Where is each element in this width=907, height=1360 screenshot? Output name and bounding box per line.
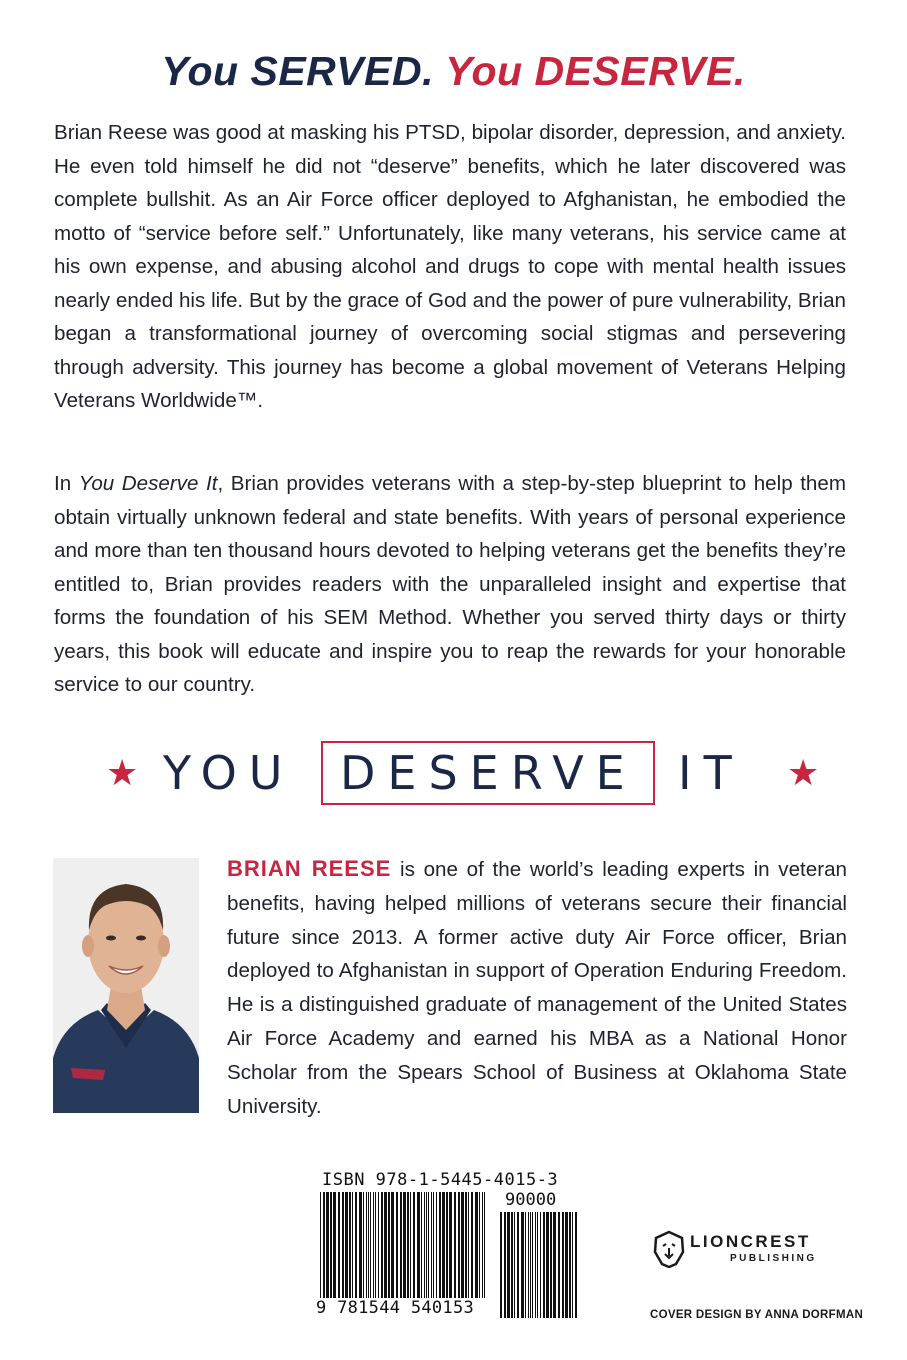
description-paragraph-1: Brian Reese was good at masking his PTSD, bipolar disorder, depression, and anxiety. He even told himself he did not “deserve” benefits, which he later discovered was complete bullshit. As an Air Force officer deployed to Afghanistan, he embodied the motto of “service before self.” Unfortunately, like many veterans, his service came at his own expense, and abusing alcohol and drugs to cope with mental health issues nearly ended his life. But by the grace of God and the power of pure vulnerability, Brian began a transformational journey of overcoming social stigmas and persevering through adversity. This journey has become a global movement of Veterans Helping Veterans Worldwide™. bbox=[54, 121, 846, 412]
barcode-bar bbox=[381, 1192, 383, 1298]
barcode-bar bbox=[436, 1192, 437, 1298]
barcode-bar bbox=[504, 1212, 506, 1318]
barcode-bar bbox=[326, 1192, 329, 1298]
barcode-bar bbox=[471, 1192, 473, 1298]
barcode-bar bbox=[342, 1192, 344, 1298]
barcode-bar bbox=[465, 1192, 467, 1298]
barcode-bar bbox=[454, 1192, 456, 1298]
barcode-bar bbox=[546, 1212, 549, 1318]
banner-word-it: IT bbox=[678, 746, 744, 800]
barcode-bar bbox=[417, 1192, 420, 1298]
author-bio-text: is one of the world’s leading experts in veteran benefits, having helped millions of veterans secure their financial future since 2013. A former active duty Air Force officer, Brian deployed to Afghanistan in support of Operation Enduring Freedom. He is a distinguished graduate of management of the United States Air Force Academy and earned his MBA as a National Honor Scholar from the Spears School of Business at Oklahoma State University. bbox=[227, 858, 847, 1118]
barcode-bar bbox=[330, 1192, 332, 1298]
barcode-bar bbox=[426, 1192, 427, 1298]
barcode-bar bbox=[400, 1192, 402, 1298]
barcode-bar bbox=[439, 1192, 441, 1298]
banner-word-deserve: DESERVE bbox=[340, 746, 637, 800]
barcode-bar bbox=[375, 1192, 376, 1298]
barcode-bar bbox=[572, 1212, 573, 1318]
isbn-barcode bbox=[316, 1168, 580, 1324]
paragraph-2-rest: , Brian provides veterans with a step-by-step blueprint to help them obtain virtually unknown federal and state benefits. With years of personal experience and more than ten thousand hours devoted to helping veterans get the benefits they’re entitled to, Brian provides readers with the unparalleled insight and expertise that forms the foundation of his SEM Method. Whether you served thirty days or thirty years, this book will educate and inspire you to reap the rewards for your honorable service to our country. bbox=[54, 472, 846, 696]
barcode-bar bbox=[540, 1212, 541, 1318]
headline bbox=[0, 48, 907, 95]
barcode-bar bbox=[500, 1212, 502, 1318]
barcode-bar bbox=[388, 1192, 390, 1298]
barcode-bar bbox=[366, 1192, 367, 1298]
author-name: BRIAN REESE bbox=[227, 856, 392, 881]
barcode-bar bbox=[475, 1192, 478, 1298]
publisher-subtitle: PUBLISHING bbox=[730, 1253, 817, 1264]
barcode-bar bbox=[530, 1212, 531, 1318]
barcode-bar bbox=[461, 1192, 464, 1298]
price-addon-code: 90000 bbox=[505, 1190, 557, 1210]
barcode-bar bbox=[565, 1212, 568, 1318]
barcode-bar bbox=[384, 1192, 387, 1298]
barcode-bar bbox=[370, 1192, 371, 1298]
barcode-bar bbox=[410, 1192, 411, 1298]
barcode-bar bbox=[442, 1192, 445, 1298]
barcode-digits: 9 781544 540153 bbox=[316, 1298, 475, 1318]
barcode-bar bbox=[543, 1212, 545, 1318]
barcode-bar bbox=[428, 1192, 429, 1298]
barcode-bar bbox=[507, 1212, 510, 1318]
barcode-bar bbox=[403, 1192, 406, 1298]
barcode-bar bbox=[373, 1192, 374, 1298]
publisher-name: LIONCREST bbox=[690, 1232, 811, 1251]
barcode-bar bbox=[413, 1192, 415, 1298]
publisher-logo bbox=[650, 1228, 840, 1272]
barcode-bar bbox=[349, 1192, 351, 1298]
barcode-bar bbox=[363, 1192, 364, 1298]
star-icon: ★ bbox=[106, 752, 139, 793]
barcode-bar bbox=[345, 1192, 348, 1298]
barcode-bar bbox=[391, 1192, 394, 1298]
barcode-bar bbox=[368, 1192, 369, 1298]
barcode-bar bbox=[525, 1212, 526, 1318]
headline-deserve: You DESERVE. bbox=[445, 48, 746, 94]
barcode-bar bbox=[537, 1212, 538, 1318]
star-icon: ★ bbox=[787, 752, 820, 793]
book-title-italic: You Deserve It bbox=[78, 472, 218, 495]
barcode-bar bbox=[359, 1192, 362, 1298]
author-portrait-illustration bbox=[53, 858, 199, 1113]
barcode-bar bbox=[458, 1192, 460, 1298]
barcode-bar bbox=[446, 1192, 448, 1298]
barcode-bar bbox=[355, 1192, 357, 1298]
barcode-bar bbox=[553, 1212, 556, 1318]
barcode-bar bbox=[378, 1192, 379, 1298]
lion-icon bbox=[652, 1230, 686, 1268]
description-paragraph-2 bbox=[54, 467, 846, 702]
barcode-bar bbox=[484, 1192, 485, 1298]
barcode-bar bbox=[431, 1192, 432, 1298]
author-bio bbox=[227, 852, 847, 1123]
barcode-bar bbox=[468, 1192, 469, 1298]
barcode-bar bbox=[482, 1192, 483, 1298]
barcode-bar bbox=[433, 1192, 434, 1298]
barcode-bar bbox=[407, 1192, 409, 1298]
barcode-bar bbox=[514, 1212, 515, 1318]
barcode-bar bbox=[562, 1212, 564, 1318]
barcode-bar bbox=[479, 1192, 480, 1298]
barcode-bar bbox=[575, 1212, 577, 1318]
barcode-bar bbox=[449, 1192, 452, 1298]
barcode-bar bbox=[320, 1192, 321, 1298]
barcode-bar bbox=[511, 1212, 513, 1318]
barcode-bar bbox=[528, 1212, 529, 1318]
barcode-bar bbox=[333, 1192, 336, 1298]
barcode-bar bbox=[521, 1212, 524, 1318]
barcode-bar bbox=[323, 1192, 325, 1298]
barcode-bar bbox=[424, 1192, 425, 1298]
barcode-bar bbox=[421, 1192, 422, 1298]
headline-served: You SERVED. bbox=[161, 48, 434, 94]
paragraph-2-lead: In bbox=[54, 472, 79, 495]
cover-credit: COVER DESIGN BY ANNA DORFMAN bbox=[650, 1309, 864, 1321]
author-photo bbox=[53, 858, 199, 1113]
barcode-bar bbox=[550, 1212, 552, 1318]
barcode-bar bbox=[338, 1192, 340, 1298]
barcode-bar bbox=[352, 1192, 353, 1298]
barcode-bar bbox=[558, 1212, 560, 1318]
barcode-bar bbox=[532, 1212, 533, 1318]
barcode-bar bbox=[569, 1212, 571, 1318]
isbn-number: ISBN 978-1-5445-4015-3 bbox=[322, 1170, 559, 1190]
barcode-bar bbox=[535, 1212, 536, 1318]
barcode-bar bbox=[396, 1192, 398, 1298]
title-banner bbox=[0, 741, 907, 805]
barcode-bar bbox=[517, 1212, 519, 1318]
banner-word-you: YOU bbox=[163, 746, 295, 800]
